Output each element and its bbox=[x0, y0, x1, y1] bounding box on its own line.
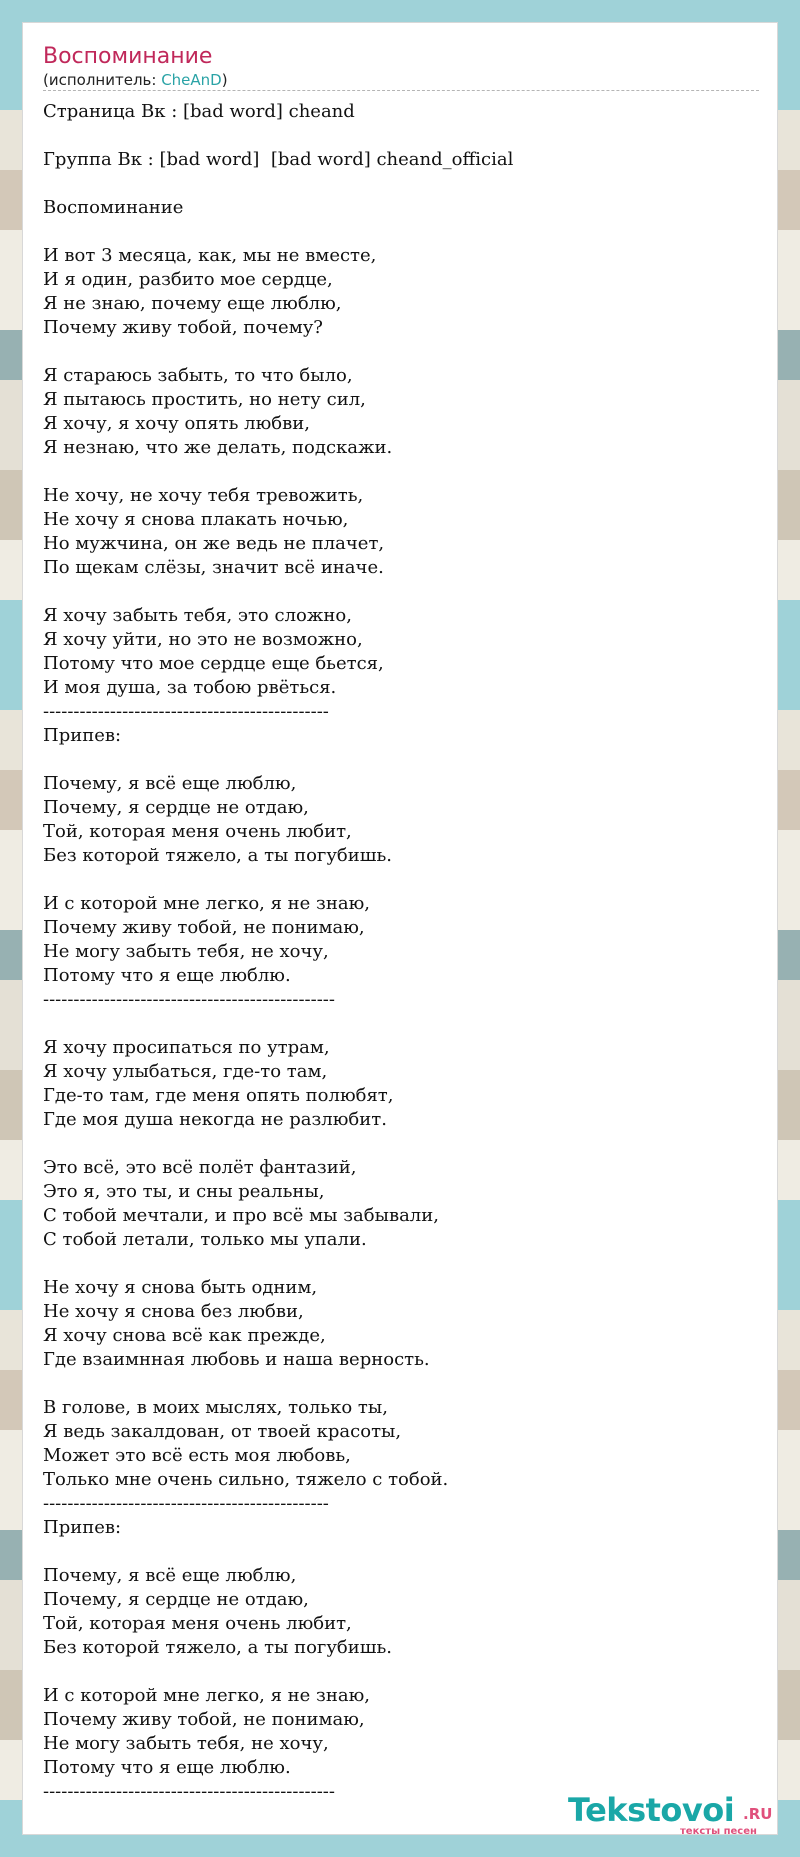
lyric-line bbox=[43, 1132, 763, 1156]
lyric-line: Потому что мое сердце еще бьется, bbox=[43, 653, 384, 674]
lyric-line: Я ведь закалдован, от твоей красоты, bbox=[43, 1421, 402, 1442]
lyric-line: Я хочу, я хочу опять любви, bbox=[43, 413, 310, 434]
logo-domain: .RU bbox=[743, 1805, 773, 1823]
lyric-line: ----------------------------------------------- bbox=[43, 701, 329, 722]
lyric-line bbox=[43, 340, 763, 364]
lyric-line: Той, которая меня очень любит, bbox=[43, 1613, 352, 1634]
lyric-line: Почему, я сердце не отдаю, bbox=[43, 797, 309, 818]
lyric-line: В голове, в моих мыслях, только ты, bbox=[43, 1397, 388, 1418]
lyric-line: ----------------------------------------------- bbox=[43, 1493, 329, 1514]
lyric-line: Не хочу я снова плакать ночью, bbox=[43, 509, 349, 530]
lyrics-page bbox=[22, 22, 778, 1835]
site-logo[interactable] bbox=[568, 1791, 773, 1837]
lyric-line: Не могу забыть тебя, не хочу, bbox=[43, 1733, 329, 1754]
lyric-line bbox=[43, 748, 763, 772]
lyric-line: Потому что я еще люблю. bbox=[43, 1757, 291, 1778]
lyric-line: Я пытаюсь простить, но нету сил, bbox=[43, 389, 366, 410]
lyric-line: С тобой мечтали, и про всё мы забывали, bbox=[43, 1205, 439, 1226]
lyric-line bbox=[43, 1660, 763, 1684]
lyric-line: Я незнаю, что же делать, подскажи. bbox=[43, 437, 393, 458]
lyric-line: Припев: bbox=[43, 1517, 122, 1538]
lyric-line: Почему живу тобой, не понимаю, bbox=[43, 1709, 365, 1730]
lyric-line: Я не знаю, почему еще люблю, bbox=[43, 293, 342, 314]
lyric-line bbox=[43, 124, 763, 148]
lyric-line: Без которой тяжело, а ты погубишь. bbox=[43, 1637, 393, 1658]
lyric-line: Не могу забыть тебя, не хочу, bbox=[43, 941, 329, 962]
lyric-line: Я хочу уйти, но это не возможно, bbox=[43, 629, 363, 650]
lyric-line bbox=[43, 220, 763, 244]
lyric-line: И я один, разбито мое сердце, bbox=[43, 269, 333, 290]
logo-wordmark: Tekstovoi bbox=[568, 1791, 735, 1829]
lyric-line: Почему живу тобой, не понимаю, bbox=[43, 917, 365, 938]
lyric-line: И моя душа, за тобою рвёться. bbox=[43, 677, 337, 698]
lyric-line: И вот 3 месяца, как, мы не вместе, bbox=[43, 245, 377, 266]
lyric-line: Я хочу забыть тебя, это сложно, bbox=[43, 605, 352, 626]
lyric-line bbox=[43, 1372, 763, 1396]
lyric-line: Не хочу, не хочу тебя тревожить, bbox=[43, 485, 364, 506]
lyric-line: И с которой мне легко, я не знаю, bbox=[43, 893, 370, 914]
lyric-line: ------------------------------------------------ bbox=[43, 989, 335, 1010]
title-divider bbox=[43, 90, 759, 91]
lyric-line: Где взаимнная любовь и наша верность. bbox=[43, 1349, 430, 1370]
song-title: Воспоминание bbox=[43, 44, 213, 69]
lyric-line: Той, которая меня очень любит, bbox=[43, 821, 352, 842]
lyric-line bbox=[43, 868, 763, 892]
lyric-line: Только мне очень сильно, тяжело с тобой. bbox=[43, 1469, 449, 1490]
lyric-line bbox=[43, 580, 763, 604]
lyric-line: Где моя душа некогда не разлюбит. bbox=[43, 1109, 387, 1130]
lyric-line: Без которой тяжело, а ты погубишь. bbox=[43, 845, 393, 866]
lyric-line: Не хочу я снова быть одним, bbox=[43, 1277, 318, 1298]
lyric-line: Страница Вк : [bad word] cheand bbox=[43, 101, 355, 122]
lyric-line: Я хочу улыбаться, где-то там, bbox=[43, 1061, 328, 1082]
lyric-line: Это я, это ты, и сны реальны, bbox=[43, 1181, 325, 1202]
performer-link[interactable]: CheAnD bbox=[161, 71, 222, 89]
lyric-line: Почему, я всё еще люблю, bbox=[43, 1565, 297, 1586]
lyric-line: Почему, я сердце не отдаю, bbox=[43, 1589, 309, 1610]
lyric-line bbox=[43, 172, 763, 196]
lyric-line: По щекам слёзы, значит всё иначе. bbox=[43, 557, 384, 578]
lyric-line: Где-то там, где меня опять полюбят, bbox=[43, 1085, 394, 1106]
lyric-line: Потому что я еще люблю. bbox=[43, 965, 291, 986]
performer-line bbox=[43, 71, 228, 89]
lyric-line: Припев: bbox=[43, 725, 122, 746]
logo-tagline: тексты песен bbox=[680, 1826, 757, 1837]
lyric-line: Я хочу снова всё как прежде, bbox=[43, 1325, 326, 1346]
lyric-line bbox=[43, 1252, 763, 1276]
lyric-line: Я стараюсь забыть, то что было, bbox=[43, 365, 353, 386]
lyric-line: Может это всё есть моя любовь, bbox=[43, 1445, 351, 1466]
lyric-line: Не хочу я снова без любви, bbox=[43, 1301, 304, 1322]
lyric-line bbox=[43, 1540, 763, 1564]
lyric-line: Я хочу просипаться по утрам, bbox=[43, 1037, 330, 1058]
lyric-line: Почему, я всё еще люблю, bbox=[43, 773, 297, 794]
performer-prefix: (исполнитель: bbox=[43, 71, 162, 89]
performer-suffix: ) bbox=[221, 71, 228, 89]
lyrics-text bbox=[43, 100, 763, 1804]
lyric-line: Это всё, это всё полёт фантазий, bbox=[43, 1157, 357, 1178]
lyric-line bbox=[43, 1012, 763, 1036]
lyric-line: С тобой летали, только мы упали. bbox=[43, 1229, 367, 1250]
lyric-line: ------------------------------------------------ bbox=[43, 1781, 335, 1802]
lyric-line: Почему живу тобой, почему? bbox=[43, 317, 323, 338]
lyric-line: Воспоминание bbox=[43, 197, 184, 218]
lyric-line: Но мужчина, он же ведь не плачет, bbox=[43, 533, 385, 554]
lyric-line bbox=[43, 460, 763, 484]
lyric-line: И с которой мне легко, я не знаю, bbox=[43, 1685, 370, 1706]
lyric-line: Группа Вк : [bad word] [bad word] cheand_official bbox=[43, 149, 514, 170]
